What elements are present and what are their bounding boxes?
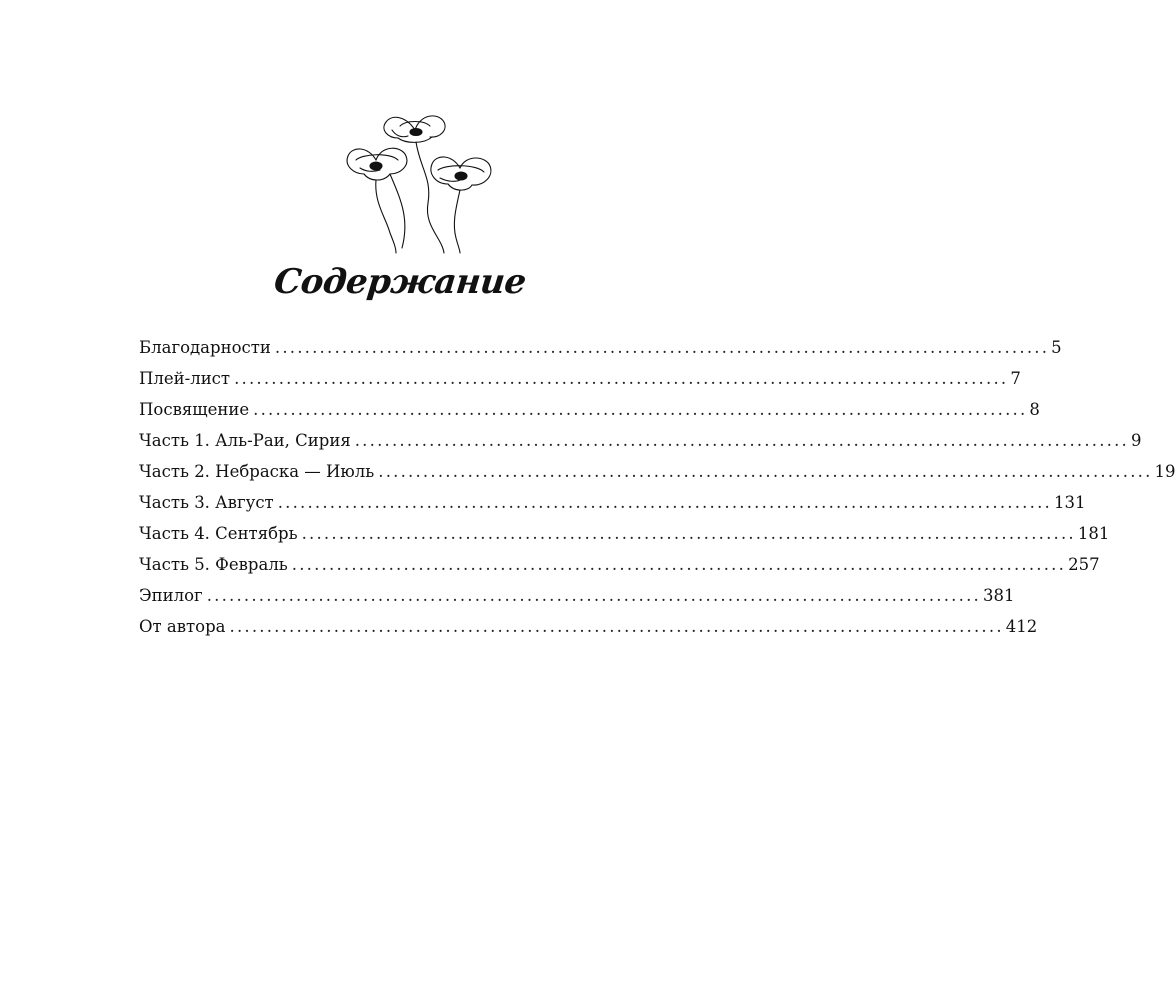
toc-entry-label: Часть 1. Аль-Раи, Сирия — [139, 431, 351, 450]
toc-page-number: 381 — [982, 586, 1015, 605]
toc-dot-leader: ........................................................................................................ — [301, 524, 1076, 543]
toc-page-number: 131 — [1053, 493, 1086, 512]
toc-dot-leader: ........................................................................................................ — [234, 369, 1009, 388]
toc-entry[interactable] — [139, 366, 1021, 397]
toc-entry-label: Часть 4. Сентябрь — [139, 524, 298, 543]
toc-dot-leader: ........................................................................................................ — [378, 462, 1153, 481]
toc-dot-leader: ........................................................................................................ — [206, 586, 981, 605]
toc-entry-label: Часть 3. Август — [139, 493, 274, 512]
toc-entry[interactable] — [139, 459, 1176, 490]
toc-entry-label: Часть 2. Небраска — Июль — [139, 462, 375, 481]
toc-entry[interactable] — [139, 552, 1100, 583]
toc-page-number: 7 — [1010, 369, 1021, 388]
toc-page-number: 9 — [1131, 431, 1142, 450]
toc-page-number: 181 — [1077, 524, 1110, 543]
left-poppy-icon — [347, 148, 407, 253]
toc-entry[interactable] — [139, 614, 1038, 645]
toc-page-number: 5 — [1051, 338, 1062, 357]
toc-entry-label: От автора — [139, 617, 226, 636]
toc-page-number: 19 — [1154, 462, 1176, 481]
toc-entry[interactable] — [139, 397, 1040, 428]
toc-entry[interactable] — [139, 428, 1142, 459]
toc-entry-label: Часть 5. Февраль — [139, 555, 288, 574]
toc-entry-label: Плей-лист — [139, 369, 231, 388]
top-poppy-icon — [384, 116, 445, 253]
toc-entry-label: Посвящение — [139, 400, 250, 419]
toc-entry[interactable] — [139, 490, 1086, 521]
table-of-contents — [139, 335, 1176, 645]
toc-entry-label: Эпилог — [139, 586, 203, 605]
toc-entry[interactable] — [139, 521, 1110, 552]
toc-dot-leader: ........................................................................................................ — [291, 555, 1067, 574]
toc-dot-leader: ........................................................................................................ — [229, 617, 1004, 636]
toc-dot-leader: ........................................................................................................ — [274, 338, 1050, 357]
toc-page-number: 257 — [1068, 555, 1100, 574]
page-title: Содержание — [272, 262, 528, 302]
toc-entry[interactable] — [139, 335, 1062, 366]
toc-dot-leader: ........................................................................................................ — [253, 400, 1028, 419]
poppy-flowers-icon — [340, 108, 500, 253]
toc-entry-label: Благодарности — [139, 338, 271, 357]
toc-page-number: 412 — [1005, 617, 1038, 636]
toc-dot-leader: ........................................................................................................ — [354, 431, 1130, 450]
toc-entry[interactable] — [139, 583, 1015, 614]
right-poppy-icon — [431, 157, 491, 253]
toc-page-number: 8 — [1029, 400, 1040, 419]
toc-dot-leader: ........................................................................................................ — [277, 493, 1052, 512]
